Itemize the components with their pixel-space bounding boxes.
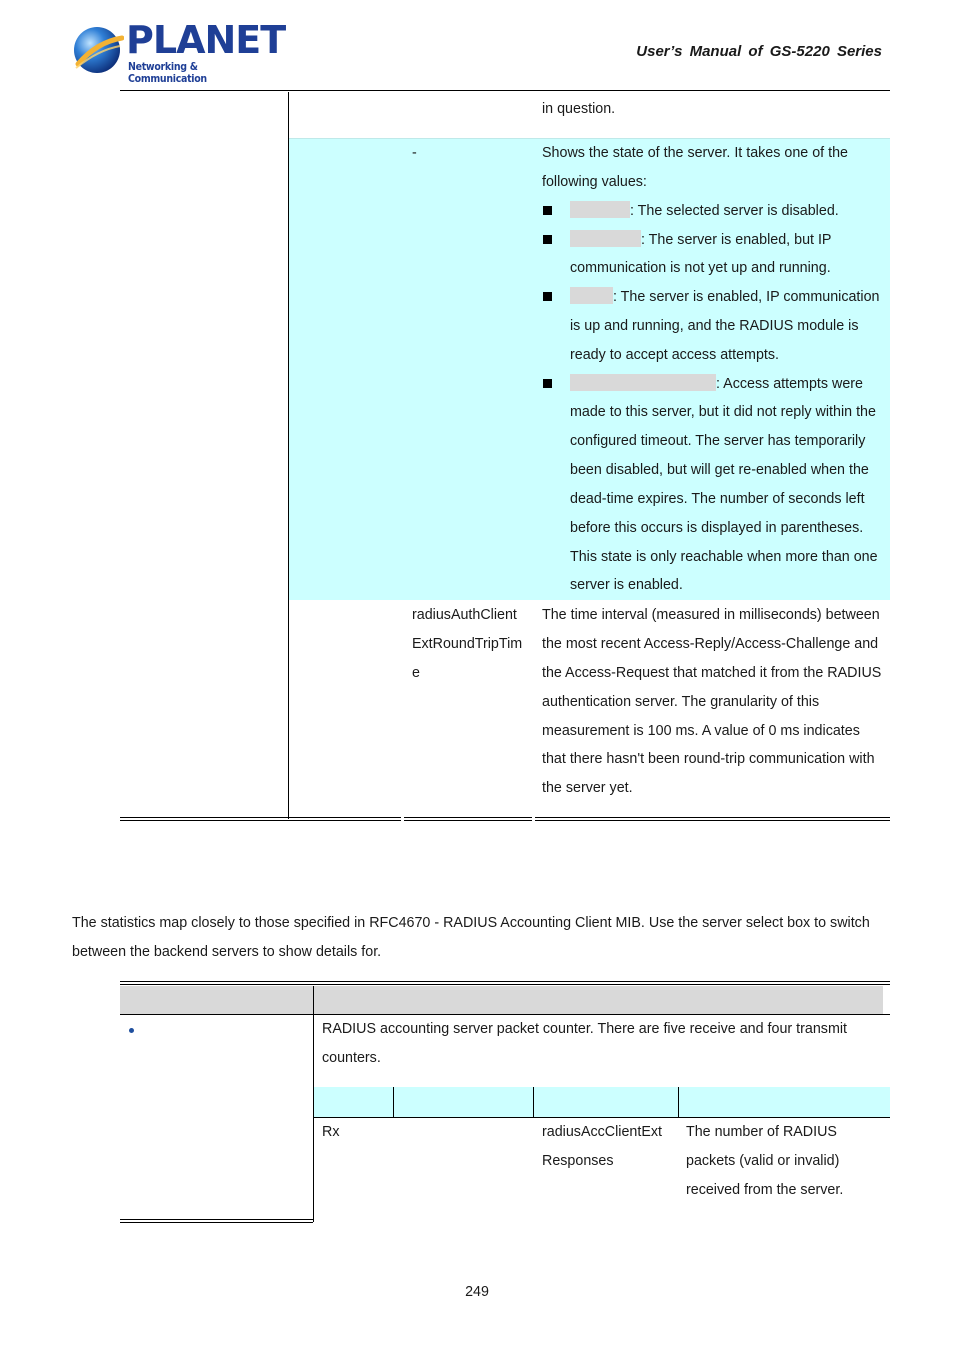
subtable-divider <box>393 1087 394 1117</box>
intro-paragraph: The statistics map closely to those specified in RFC4670 - RADIUS Accounting Client MIB. Use the server select box to switch <box>72 915 870 931</box>
state-bullet-text: before this occurs is displayed in parentheses. <box>570 520 864 536</box>
state-bullet-text: dead-time expires. The number of seconds left <box>570 491 865 507</box>
table-top-border <box>120 90 890 91</box>
row-description: the server yet. <box>542 780 633 796</box>
planet-logo <box>72 18 286 85</box>
table-bottom-border <box>535 820 890 821</box>
table-top-border <box>120 984 890 985</box>
table-bottom-border <box>120 1222 313 1223</box>
state-bullet-text: is up and running, and the RADIUS module is <box>570 318 859 334</box>
state-value-placeholder <box>570 201 630 218</box>
row-description: authentication server. The granularity of this <box>542 694 820 710</box>
counter-direction: Rx <box>322 1124 340 1140</box>
row-description: measurement is 100 ms. A value of 0 ms indicates <box>542 723 860 739</box>
row-description: counters. <box>322 1050 381 1066</box>
bullet-square-icon <box>543 235 552 244</box>
intro-paragraph: between the backend servers to show details for. <box>72 944 382 960</box>
state-bullet-text: This state is only reachable when more than one <box>570 549 878 565</box>
table-bottom-border <box>535 817 890 818</box>
mib-object: radiusAccClientExt <box>542 1124 662 1140</box>
table-bottom-border <box>404 817 532 818</box>
state-bullet: : The selected server is disabled. <box>570 197 839 226</box>
state-bullet: : Access attempts were <box>570 370 863 399</box>
counter-description: received from the server. <box>686 1182 844 1198</box>
state-bullet: : The server is enabled, but IP <box>570 226 831 255</box>
state-value-placeholder <box>570 374 716 391</box>
row-description: the most recent Access-Reply/Access-Challenge and <box>542 636 879 652</box>
counter-description: packets (valid or invalid) <box>686 1153 840 1169</box>
state-bullet-text: server is enabled. <box>570 577 683 593</box>
subtable-header <box>314 1087 890 1117</box>
bullet-dot-icon <box>129 1028 134 1033</box>
table-bottom-border <box>120 1219 313 1220</box>
state-bullet-text: communication is not yet up and running. <box>570 260 831 276</box>
bullet-square-icon <box>543 292 552 301</box>
bullet-square-icon <box>543 379 552 388</box>
globe-icon <box>72 24 124 76</box>
row-description: in question. <box>542 101 616 117</box>
mib-object: Responses <box>542 1153 614 1169</box>
state-value-placeholder <box>570 287 613 304</box>
counter-description: The number of RADIUS <box>686 1124 837 1140</box>
object-name: ExtRoundTripTim <box>412 636 523 652</box>
manual-title: User’s Manual of GS-5220 Series <box>636 43 882 60</box>
table-bottom-border <box>404 820 532 821</box>
row-description: following values: <box>542 174 647 190</box>
table-header <box>120 986 883 1014</box>
object-name: radiusAuthClient <box>412 607 517 623</box>
row-description: RADIUS accounting server packet counter. There are five receive and four transmit <box>322 1021 847 1037</box>
row-description: Shows the state of the server. It takes one of the <box>542 145 848 161</box>
state-bullet: : The server is enabled, IP communication <box>570 283 879 312</box>
subtable-divider <box>533 1087 534 1117</box>
object-name: - <box>412 145 417 161</box>
page-number: 249 <box>465 1284 489 1300</box>
bullet-square-icon <box>543 206 552 215</box>
row-description: the Access-Request that matched it from the RADIUS <box>542 665 882 681</box>
state-bullet-text: been disabled, but will get re-enabled when the <box>570 462 869 478</box>
table-bottom-border <box>120 817 401 818</box>
state-value-placeholder <box>570 230 641 247</box>
column-divider <box>288 92 289 819</box>
table-bottom-border <box>120 820 401 821</box>
brand-name: PLANET <box>126 18 286 62</box>
object-name: e <box>412 665 420 681</box>
brand-tagline: Networking & Communication <box>128 61 207 85</box>
row-description: The time interval (measured in milliseconds) between <box>542 607 880 623</box>
table-top-border <box>120 981 890 982</box>
state-bullet-text: made to this server, but it did not reply within the <box>570 404 876 420</box>
state-bullet-text: ready to accept access attempts. <box>570 347 779 363</box>
row-description: that there hasn't been round-trip communication with <box>542 751 875 767</box>
state-bullet-text: configured timeout. The server has temporarily <box>570 433 866 449</box>
subtable-divider <box>678 1087 679 1117</box>
